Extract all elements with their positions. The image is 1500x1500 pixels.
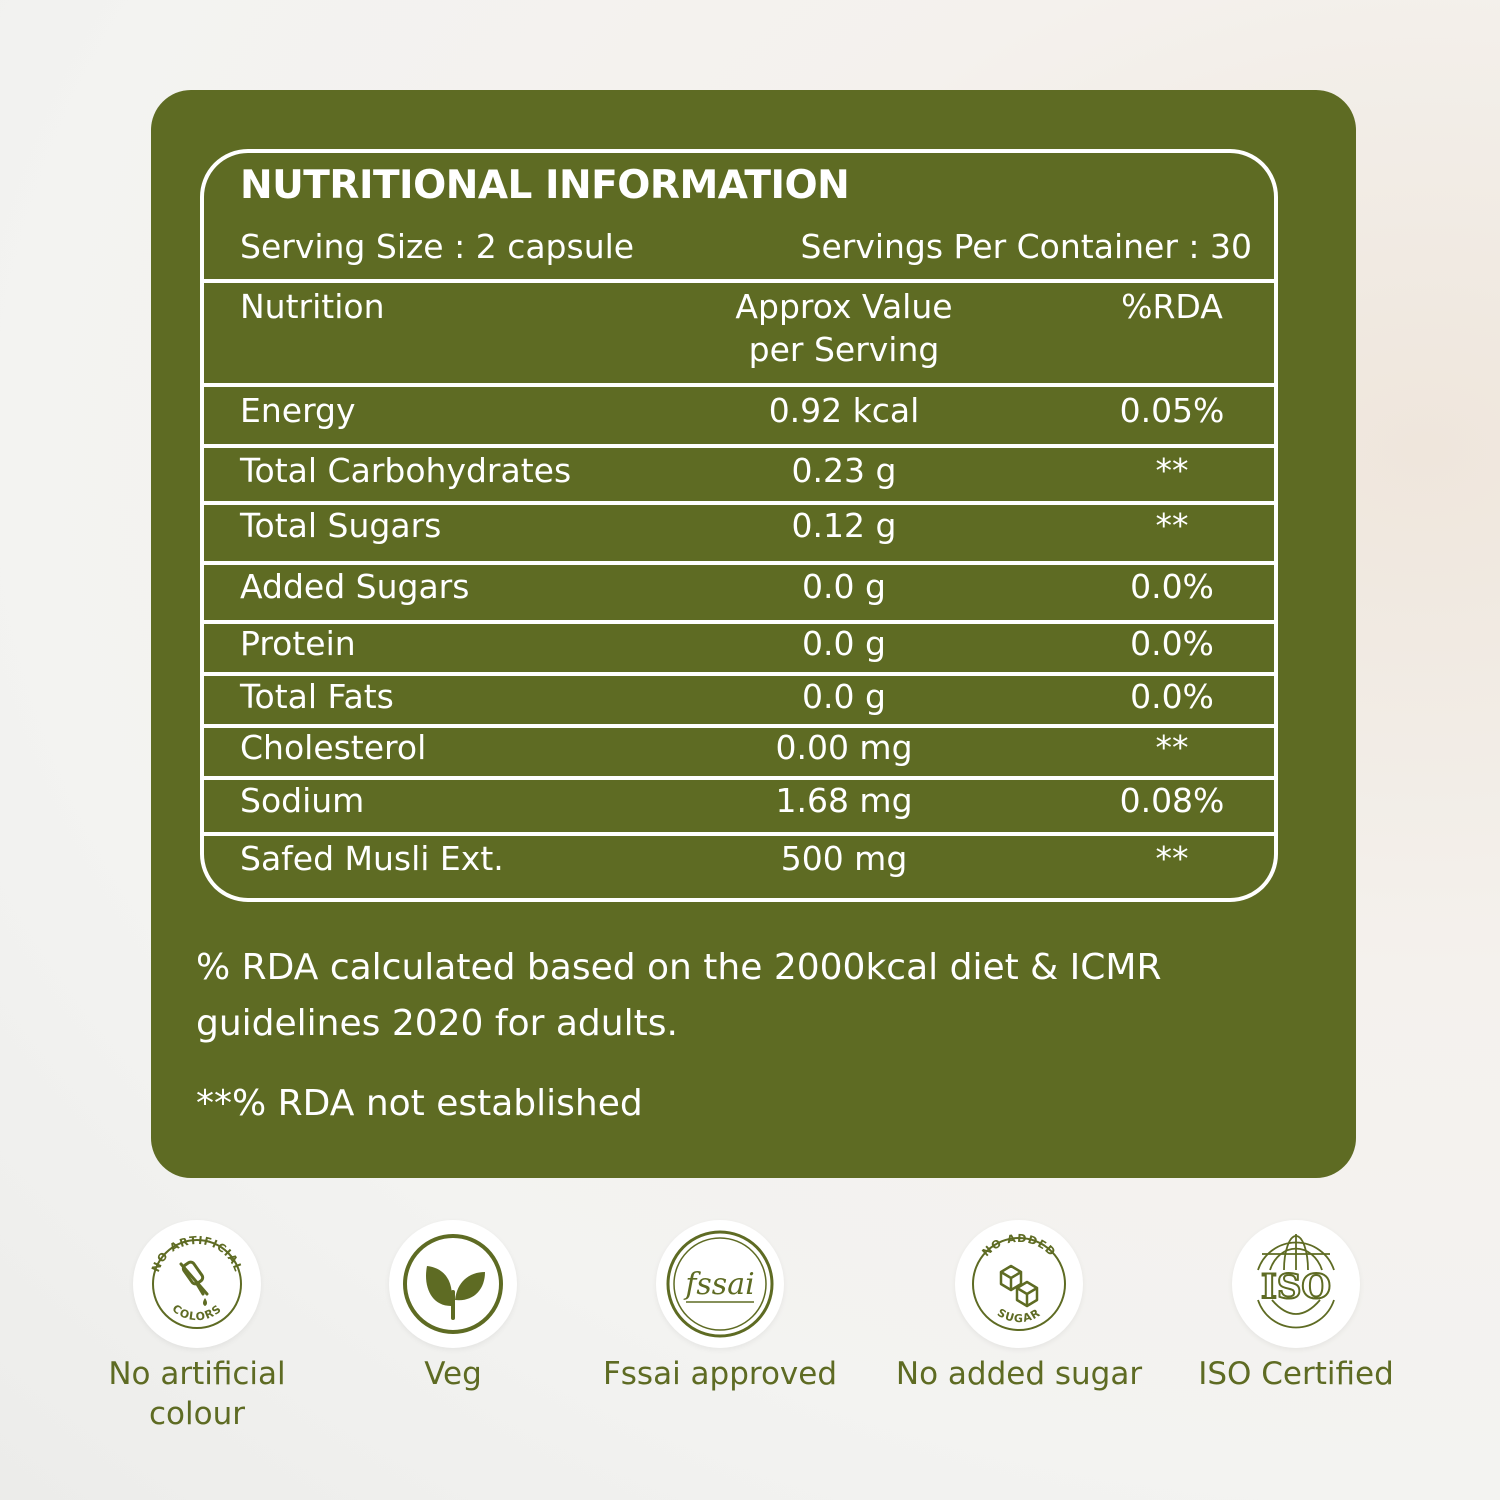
iso-icon <box>1232 1220 1360 1348</box>
row-name: Protein <box>240 624 356 663</box>
svg-text:fssai: fssai <box>685 1267 755 1302</box>
badge-label: No added sugar <box>895 1356 1143 1392</box>
divider <box>204 383 1274 387</box>
badge-veg <box>323 1220 583 1394</box>
svg-text:COLORS: COLORS <box>169 1301 225 1324</box>
badge-fssai <box>590 1220 850 1394</box>
row-value: 0.0 g <box>802 567 886 606</box>
no-artificial-colour-icon <box>133 1220 261 1348</box>
row-rda: 0.08% <box>1119 781 1225 820</box>
row-value: 0.12 g <box>791 506 897 545</box>
divider <box>204 832 1274 836</box>
row-rda: ** <box>1155 451 1189 490</box>
certification-badges <box>0 1220 1500 1480</box>
svg-text:ISO: ISO <box>1260 1267 1332 1307</box>
row-name: Total Carbohydrates <box>240 451 572 490</box>
row-name: Total Sugars <box>240 506 442 545</box>
row-name: Energy <box>240 391 356 430</box>
row-rda: ** <box>1155 506 1189 545</box>
row-value: 1.68 mg <box>775 781 913 820</box>
rda-basis-note: % RDA calculated based on the 2000kcal diet & ICMR guidelines 2020 for adults. <box>196 947 1162 1044</box>
row-value: 0.92 kcal <box>768 391 920 430</box>
row-value: 500 mg <box>780 839 908 878</box>
row-value: 0.00 mg <box>775 728 913 767</box>
badge-label: ISO Certified <box>1198 1356 1394 1392</box>
rda-not-established-note: **% RDA not established <box>196 1083 643 1124</box>
badge-label: Fssai approved <box>602 1356 838 1392</box>
row-value: 0.23 g <box>791 451 897 490</box>
badge-no-artificial-colour <box>67 1220 327 1434</box>
table-title: NUTRITIONAL INFORMATION <box>240 163 850 208</box>
badge-no-added-sugar <box>889 1220 1149 1394</box>
row-rda: 0.0% <box>1130 677 1214 716</box>
row-rda: ** <box>1155 728 1189 767</box>
badge-label: Veg <box>424 1356 482 1392</box>
divider <box>204 501 1274 505</box>
svg-text:SUGAR: SUGAR <box>995 1306 1043 1326</box>
svg-text:NO ARTIFICIAL: NO ARTIFICIAL <box>149 1233 245 1274</box>
header-value: Approx Value per Serving <box>735 287 953 369</box>
header-nutrition: Nutrition <box>240 287 385 326</box>
row-rda: 0.05% <box>1119 391 1225 430</box>
row-rda: ** <box>1155 839 1189 878</box>
row-name: Cholesterol <box>240 728 427 767</box>
row-rda: 0.0% <box>1130 567 1214 606</box>
row-rda: 0.0% <box>1130 624 1214 663</box>
fssai-icon <box>656 1220 784 1348</box>
row-name: Total Fats <box>240 677 394 716</box>
svg-text:NO ADDED: NO ADDED <box>979 1231 1059 1260</box>
nutrition-panel <box>151 90 1356 1178</box>
divider <box>204 776 1274 780</box>
row-name: Added Sugars <box>240 567 470 606</box>
badge-iso <box>1166 1220 1426 1394</box>
row-value: 0.0 g <box>802 624 886 663</box>
divider <box>204 444 1274 448</box>
veg-leaf-icon <box>389 1220 517 1348</box>
divider <box>204 279 1274 283</box>
no-added-sugar-icon <box>955 1220 1083 1348</box>
servings-per-container: Servings Per Container : 30 <box>800 227 1252 266</box>
badge-label: No artificial colour <box>108 1356 286 1432</box>
row-name: Safed Musli Ext. <box>240 839 504 878</box>
row-value: 0.0 g <box>802 677 886 716</box>
header-rda: %RDA <box>1121 287 1223 326</box>
divider <box>204 672 1274 676</box>
nutrition-table <box>200 149 1278 902</box>
row-name: Sodium <box>240 781 365 820</box>
serving-size: Serving Size : 2 capsule <box>240 227 635 266</box>
divider <box>204 561 1274 565</box>
